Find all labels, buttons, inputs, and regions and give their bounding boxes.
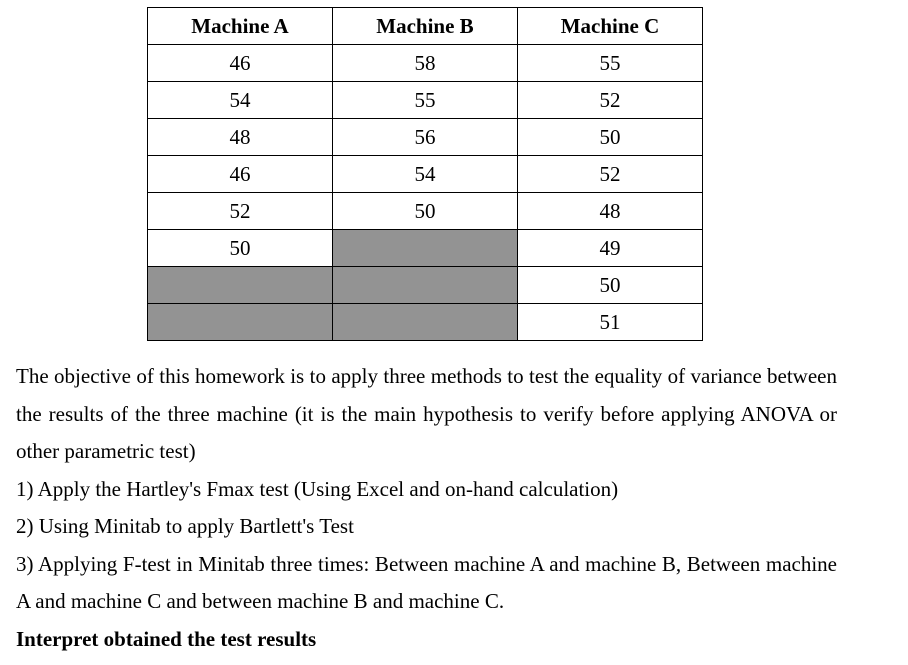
table-cell: 50 (148, 230, 333, 267)
shaded-empty-cell (333, 304, 518, 341)
table-cell: 49 (518, 230, 703, 267)
instruction-item-2: 2) Using Minitab to apply Bartlett's Test (16, 514, 354, 538)
header-machine-c: Machine C (518, 8, 703, 45)
table-cell: 54 (148, 82, 333, 119)
table-cell: 51 (518, 304, 703, 341)
instruction-item-3: 3) Applying F-test in Minitab three times: Between machine A and machine B, Between machine A and machine C and between machine B and machine C. (16, 551, 837, 613)
instruction-item-1: 1) Apply the Hartley's Fmax test (Using Excel and on-hand calculation) (16, 476, 619, 501)
shaded-empty-cell (333, 267, 518, 304)
table-row (148, 193, 703, 230)
table-row (148, 119, 703, 156)
objective-paragraph: The objective of this homework is to apply three methods to test the equality of variance between the results of the three machine (it is the main hypothesis to verify before applying ANOVA or other parametric test) (16, 364, 837, 463)
table-cell: 50 (518, 267, 703, 304)
table-row (148, 267, 703, 304)
shaded-empty-cell (148, 267, 333, 304)
table-cell: 56 (333, 119, 518, 156)
table-cell: 50 (333, 193, 518, 230)
table-cell: 52 (518, 156, 703, 193)
shaded-empty-cell (148, 304, 333, 341)
table-cell: 48 (518, 193, 703, 230)
table-cell: 52 (148, 193, 333, 230)
table-row (148, 304, 703, 341)
table-cell: 46 (148, 156, 333, 193)
table-row (148, 82, 703, 119)
table-cell: 55 (333, 82, 518, 119)
shaded-empty-cell (333, 230, 518, 267)
header-row (148, 8, 703, 45)
table-cell: 52 (518, 82, 703, 119)
table-row (148, 230, 703, 267)
conclusion-heading: Interpret obtained the test results (16, 626, 317, 651)
table-row (148, 156, 703, 193)
header-machine-a: Machine A (148, 8, 333, 45)
table-row (148, 45, 703, 82)
data-table (147, 7, 703, 341)
table-cell: 46 (148, 45, 333, 82)
table-cell: 58 (333, 45, 518, 82)
table-cell: 50 (518, 119, 703, 156)
homework-instructions (16, 358, 837, 658)
table-cell: 55 (518, 45, 703, 82)
header-machine-b: Machine B (333, 8, 518, 45)
table-cell: 54 (333, 156, 518, 193)
table-cell: 48 (148, 119, 333, 156)
